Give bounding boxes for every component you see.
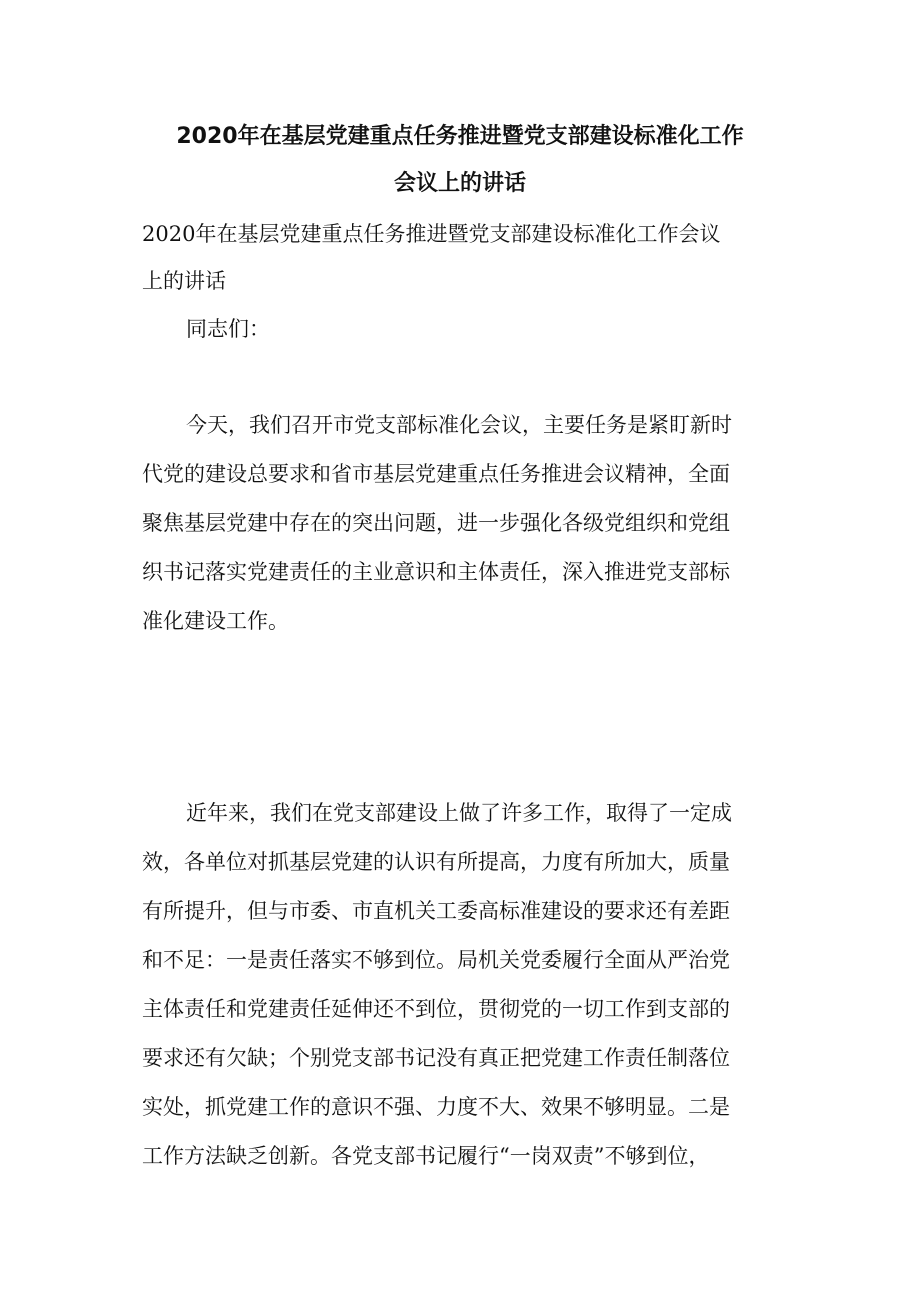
paragraph-1-line: 准化建设工作。 [142,609,289,633]
salutation: 同志们： [186,317,270,341]
paragraph-2-line: 和不足：一是责任落实不够到位。局机关党委履行全面从严治党 [142,948,730,972]
subtitle-line-2: 上的讲话 [142,269,226,293]
subtitle-line-1: 2020年在基层党建重点任务推进暨党支部建设标准化工作会议 [142,222,721,246]
paragraph-2-line: 实处，抓党建工作的意识不强、力度不大、效果不够明显。二是 [142,1095,730,1119]
paragraph-1-line: 今天，我们召开市党支部标准化会议，主要任务是紧盯新时 [186,413,732,437]
paragraph-2-line: 要求还有欠缺；个别党支部书记没有真正把党建工作责任制落位 [142,1046,730,1070]
paragraph-2-line: 有所提升，但与市委、市直机关工委高标准建设的要求还有差距 [142,899,730,923]
document-title-line-2: 会议上的讲话 [393,171,526,196]
document-title-line-1: 2020年在基层党建重点任务推进暨党支部建设标准化工作 [176,124,744,149]
paragraph-1-line: 聚焦基层党建中存在的突出问题，进一步强化各级党组织和党组 [142,511,730,535]
paragraph-2-line: 工作方法缺乏创新。各党支部书记履行“一岗双责”不够到位， [142,1144,710,1168]
paragraph-2-line: 主体责任和党建责任延伸还不到位，贯彻党的一切工作到支部的 [142,997,730,1021]
paragraph-1-line: 织书记落实党建责任的主业意识和主体责任，深入推进党支部标 [142,560,730,584]
paragraph-2-line: 近年来，我们在党支部建设上做了许多工作，取得了一定成 [186,801,732,825]
paragraph-1-line: 代党的建设总要求和省市基层党建重点任务推进会议精神，全面 [142,462,730,486]
paragraph-2-line: 效，各单位对抓基层党建的认识有所提高，力度有所加大，质量 [142,850,730,874]
